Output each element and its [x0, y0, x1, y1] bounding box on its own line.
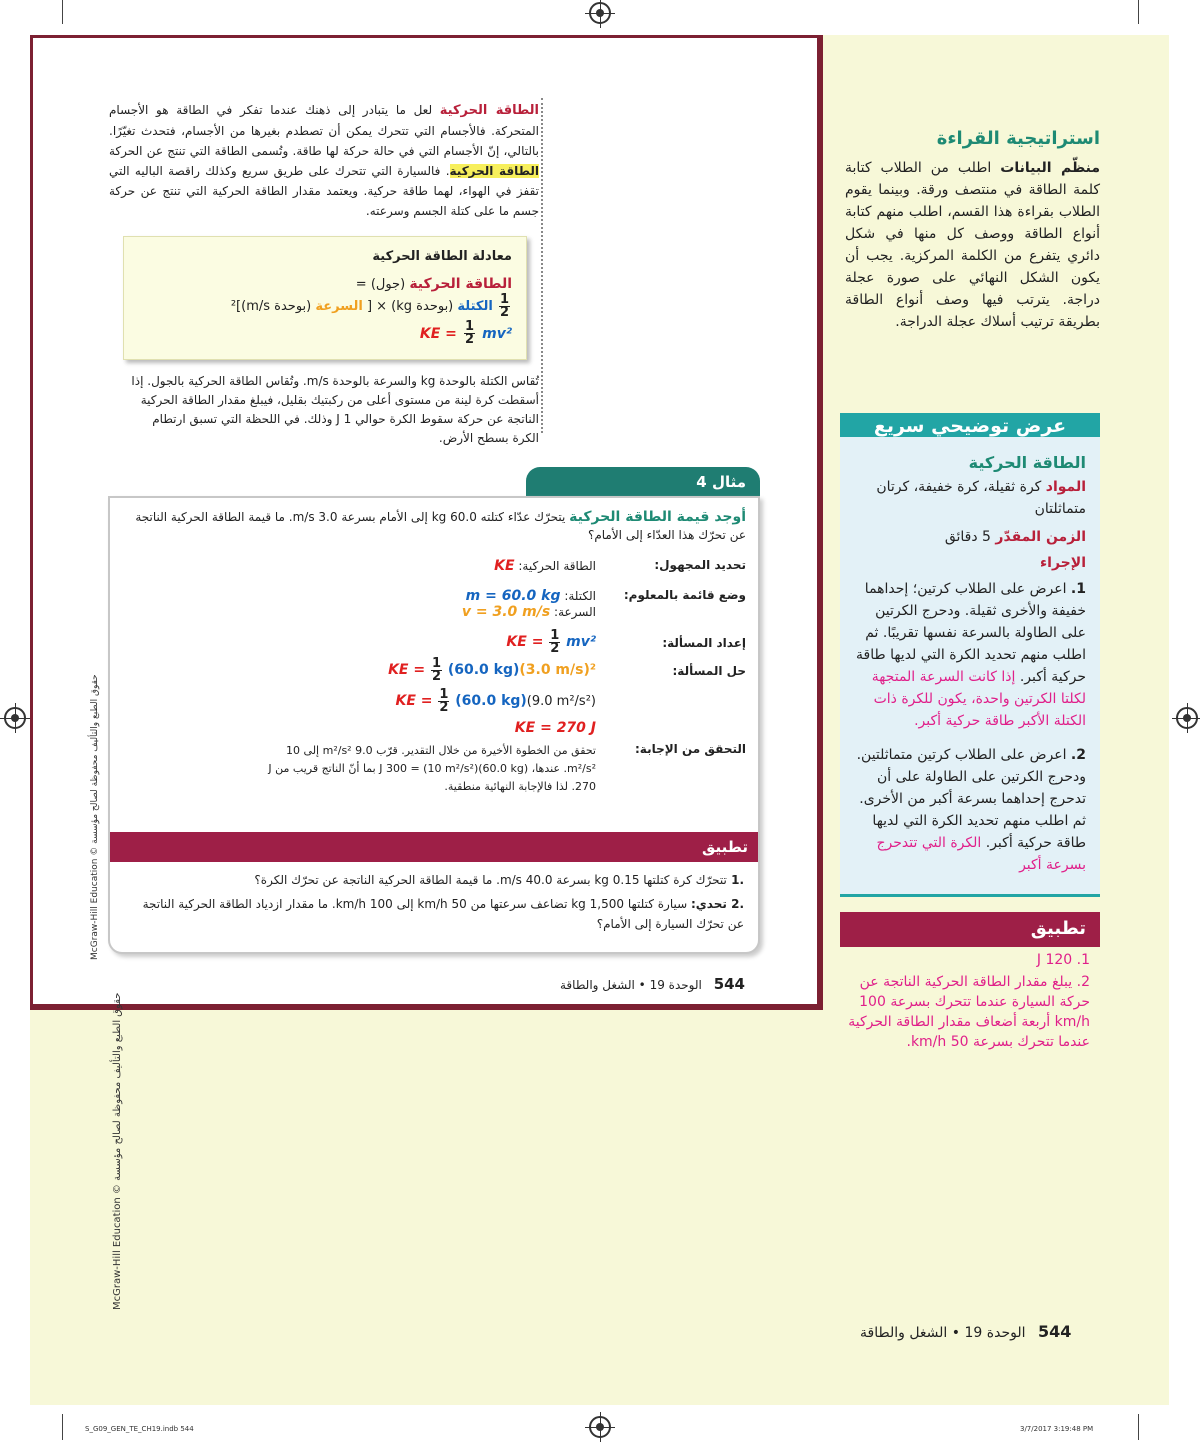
page-number: 544	[713, 975, 745, 993]
demo-title: الطاقة الحركية	[968, 453, 1086, 472]
note-paragraph: تُقاس الكتلة بالوحدة kg والسرعة بالوحدة m/s. وتُقاس الطاقة الحركية بالجول. إذا أسقطت كرة لينة من مستوى أعلى من ركبتيك بقليل، فيبلغ مقدار الطاقة الحركية الناتجة عن حركة سقوط الكرة حوالي J 1 وذلك. في اللحظة التي تسبق ارتطام الكرة بسطح الأرض.	[131, 374, 539, 445]
page-footer-outer	[860, 1322, 1071, 1341]
equation-rhs: mv²	[482, 326, 512, 342]
equation-unit-joule: (جول) =	[355, 277, 406, 292]
equation-line-1	[138, 276, 512, 292]
known-label: وضع قائمة بالمعلوم:	[623, 588, 746, 602]
equation-term-ke: الطاقة الحركية	[409, 276, 512, 292]
answer-1: 1. 120 J	[1036, 952, 1090, 968]
sidebar-practice-bar: تطبيق	[840, 912, 1100, 947]
equation-lhs: KE =	[419, 326, 457, 342]
registration-mark-icon	[4, 707, 26, 729]
equation-speed: السرعة	[315, 299, 363, 314]
row-known	[118, 588, 746, 628]
solve-label: حل المسألة:	[672, 664, 746, 678]
registration-mark-icon	[589, 2, 611, 24]
unknown-label: تحديد المجهول:	[654, 558, 746, 572]
equation-speed-unit: (بوحدة m/s)]²	[230, 299, 312, 314]
time	[854, 526, 1086, 548]
copyright-vertical-outer: McGraw-Hill Education © حقوق الطبع والتأليف محفوظة لصالح مؤسسة	[112, 992, 123, 1310]
reading-strategy	[845, 128, 1100, 333]
copyright-vertical-inner: McGraw-Hill Education © حقوق الطبع والتأليف محفوظة لصالح مؤسسة	[90, 674, 100, 960]
crop-mark	[62, 0, 63, 24]
unknown-body: الطاقة الحركية: KE	[494, 558, 596, 574]
procedure-step-1: 1. اعرض على الطلاب كرتين؛ إحداهما خفيفة والأخرى ثقيلة. ودحرج الكرتين على الطاولة بالسرعة نفسها تقريبًا. ثم اطلب منهم تحديد الكرة التي لديها طاقة حركية أكبر. إذا كانت السرعة المتجهة لكلتا الكرتين واحدة، يكون للكرة ذات الكتلة الأكبر طاقة حركية أكبر.	[856, 581, 1086, 729]
strategy-body	[845, 157, 1100, 333]
materials	[854, 476, 1086, 520]
registration-mark-icon	[589, 1416, 611, 1438]
solve-step-2: KE = $\frac{1}{2}$ (60.0 kg)(9.0 m²/s²)	[395, 687, 596, 715]
procedure-step-2: 2. اعرض على الطلاب كرتين متماثلتين. ودحرج الكرتين على الطاولة على أن تدحرج إحداهما بسرعة أكبر من الأخرى. ثم اطلب منهم تحديد الكرة التي لديها طاقة حركية أكبر. الكرة التي تتدحرج بسرعة أكبر	[856, 747, 1086, 873]
practice-item-1: .1 تتحرّك كرة كتلتها 0.15 kg بسرعة 40.0 m/s. ما قيمة الطاقة الحركية الناتجة عن تحرّك الكرة؟	[254, 873, 744, 887]
answer-2: 2. يبلغ مقدار الطاقة الحركية الناتجة عن حركة السيارة عندما تتحرك بسرعة 100 km/h أربعة أضعاف مقدار الطاقة الحركية عندما تتحرك بسرعة 50 km/h.	[848, 974, 1090, 1050]
example-question-title: أوجد قيمة الطاقة الحركية	[569, 509, 746, 525]
example-question-text: يتحرّك عدّاء كتلته 60.0 kg إلى الأمام بسرعة 3.0 m/s. ما قيمة الطاقة الحركية الناتجة عن تحرّك هذا العدّاء إلى الأمام؟	[135, 510, 746, 542]
vocab-term: الطاقة الحركية	[439, 103, 539, 118]
equation-box	[123, 236, 527, 360]
example-tab: مثال 4	[526, 467, 760, 497]
page-footer-inner	[560, 975, 745, 993]
vocab-paragraph	[109, 100, 539, 221]
crop-mark	[1138, 1414, 1139, 1440]
setup-body: KE = $\frac{1}{2}$ mv²	[506, 628, 596, 656]
strategy-title: استراتيجية القراءة	[936, 128, 1100, 149]
demo-banner: عرض توضيحي سريع	[840, 413, 1100, 443]
example-box	[108, 496, 760, 954]
known-body: الكتلة: m = 60.0 kg السرعة: v = 3.0 m/s	[461, 588, 596, 620]
equation-line-2	[138, 294, 512, 319]
solve-step-1: KE = $\frac{1}{2}$ (60.0 kg)(3.0 m/s)²	[388, 656, 596, 684]
step1-text: اعرض على الطلاب كرتين؛ إحداهما خفيفة والأخرى ثقيلة. ودحرج الكرتين على الطاولة بالسرعة نفسها تقريبًا. ثم اطلب منهم تحديد الكرة التي لديها طاقة حركية أكبر.	[856, 581, 1086, 685]
vocab-text-2: . فالسيارة التي تتحرك على طريق سريع وكذلك راقصة الباليه التي تقفز في الهواء، لهما طاقة حركية. ويعتمد مقدار الطاقة الحركية التي تنتج عن حركة جسم ما على كتلة الجسم وسرعته.	[109, 164, 539, 218]
check-text: تحقق من الخطوة الأخيرة من خلال التقدير. قرّب 9.0 m²/s² إلى 10 m²/s². عندها، J 300 = (10 m²/s²)(60.0 kg) بما أنّ الناتج قريب من J 270. لذا فالإجابة النهائية منطقية.	[268, 744, 596, 793]
setup-label: إعداد المسألة:	[662, 636, 746, 650]
practice-item-2: .2 تحدي: سيارة كتلتها 1,500 kg تضاعف سرعتها من 50 km/h إلى 100 km/h. ما مقدار ازدياد الطاقة الحركية الناتجة عن تحرّك السيارة إلى الأمام؟	[142, 897, 744, 931]
demo-box	[840, 437, 1100, 897]
margin-dotted-rule	[541, 98, 543, 433]
unit-label-outer: الوحدة 19 • الشغل والطاقة	[860, 1325, 1026, 1341]
materials-text: كرة ثقيلة، كرة خفيفة، كرتان متماثلتان	[876, 479, 1086, 517]
print-date: 3/7/2017 3:19:48 PM	[1020, 1425, 1094, 1433]
equation-symbolic: KE = $\frac{1}{2}$ mv²	[419, 319, 512, 347]
print-slug: S_G09_GEN_TE_CH19.indb 544	[85, 1425, 194, 1433]
strategy-bold: منظّم البيانات	[1000, 160, 1101, 176]
practice-list	[124, 870, 744, 934]
crop-mark	[62, 1414, 63, 1440]
equation-mass-unit: (بوحدة kg) × [	[366, 299, 454, 314]
equation-mass: الكتلة	[457, 299, 493, 314]
time-value: 5 دقائق	[944, 529, 991, 545]
vocab-text: لعل ما يتبادر إلى ذهنك عندما تفكر في الطاقة هو الأجسام المتحركة. فالأجسام التي تتحرك يمكن أن تصطدم بغيرها من الأجسام، فتحدث تغيّرًا. بالتالي، إنّ الأجسام التي في حالة حركة لها طاقة. وتُسمى الطاقة التي تنتج عن الحركة	[109, 103, 539, 158]
registration-mark-icon	[1176, 707, 1198, 729]
step2-answer: الكرة التي تتدحرج بسرعة أكبر	[876, 835, 1086, 873]
materials-label: المواد	[1045, 479, 1086, 495]
sidebar-background-strip	[30, 1010, 823, 1405]
solve-result: KE = 270 J	[514, 720, 596, 736]
vocab-highlight: الطاقة الحركية	[449, 164, 539, 178]
time-label: الزمن المقدّر	[995, 529, 1086, 545]
procedure-label: الإجراء	[1040, 555, 1086, 571]
equation-title: معادلة الطاقة الحركية	[372, 249, 512, 264]
example-practice-bar: تطبيق	[110, 832, 758, 862]
step2-text: اعرض على الطلاب كرتين متماثلتين. ودحرج الكرتين على الطاولة على أن تدحرج إحداهما بسرعة أكبر من الأخرى. ثم اطلب منهم تحديد الكرة التي لديها طاقة حركية أكبر.	[856, 747, 1086, 851]
unit-label: الوحدة 19 • الشغل والطاقة	[560, 978, 702, 992]
step1-answer: إذا كانت السرعة المتجهة لكلتا الكرتين واحدة، يكون للكرة ذات الكتلة الأكبر طاقة حركية أكبر.	[871, 669, 1086, 729]
page-number-outer: 544	[1037, 1322, 1072, 1341]
sidebar-answers	[840, 950, 1090, 1052]
check-label: التحقق من الإجابة:	[635, 742, 746, 756]
example-question	[126, 508, 746, 544]
crop-mark	[1138, 0, 1139, 24]
strategy-text: اطلب من الطلاب كتابة كلمة الطاقة في منتصف ورقة. وبينما يقوم الطلاب بقراءة هذا القسم، اطلب منهم كتابة أنواع الطاقة ووصف كل منها في شكل دائري يتفرع من الكلمة المركزية. يجب أن يكون الشكل النهائي على صورة عجلة دراجة. يترتب فيها وصف أنواع الطاقة بطريقة ترتيب أسلاك عجلة الدراجة.	[845, 160, 1100, 330]
fraction-half: $\frac{1}{2}$	[499, 292, 509, 320]
